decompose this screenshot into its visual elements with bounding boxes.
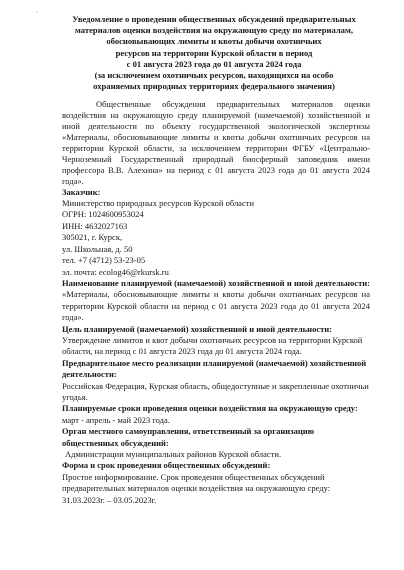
title-line: (за исключением охотничьих ресурсов, находящихся на особо: [94, 70, 334, 81]
customer-line: ул. Школьная, д. 50: [62, 243, 133, 254]
notice-title: [58, 14, 370, 92]
title-line: с 01 августа 2023 года до 01 августа 2024 года: [126, 58, 302, 69]
customer-line: тел. +7 (4712) 53-23-05: [62, 255, 146, 266]
customer-line: Министерство природных ресурсов Курской области: [62, 198, 254, 209]
title-line: обосновывающих лимиты и квоты добычи охотничьих: [106, 36, 322, 47]
activity-name-heading: Наименование планируемой (намечаемой) хозяйственной и иной деятельности:: [62, 277, 370, 288]
authority-heading: Орган местного самоуправления, ответственный за организацию общественных обсуждений:: [62, 426, 315, 448]
timeline-heading: Планируемые сроки проведения оценки воздействия на окружающую среду:: [62, 403, 358, 414]
title-line: Уведомление о проведении общественных обсуждений предварительных: [72, 14, 356, 24]
title-line: охраняемых природных территориях федерального значения): [93, 81, 335, 92]
timeline-text: март - апрель - май 2023 года.: [62, 414, 170, 425]
location-heading: Предварительное место реализации планируемой (намечаемой) хозяйственной деятельности:: [62, 357, 367, 380]
activity-name-text: «Материалы, обосновывающие лимиты и квоты добычи охотничьих ресурсов на территории Курской области на период с 01 августа 2023 года до 01 августа 2024 года».: [62, 289, 370, 323]
activity-goal-text: Утверждение лимитов и квот добычи охотничьих ресурсов на территории Курской области, на период с 01 августа 2023 года до 01 августа 2024 года.: [62, 334, 363, 357]
timeline-section: [62, 403, 370, 426]
title-line: материалов оценки воздействия на окружающую среду по материалам,: [75, 25, 353, 36]
activity-goal-heading: Цель планируемой (намечаемой) хозяйственной и иной деятельности:: [62, 323, 332, 334]
form-text: Простое информирование. Срок проведения общественных обсуждений предварительных материалов оценки воздействия на окружающую среду: 31.03.2023г. – 03.05.2023г.: [62, 471, 331, 505]
location-text: Российская Федерация, Курская область, общедоступные и закрепленные охотничьи угодья.: [62, 380, 369, 402]
activity-name-section: [62, 278, 370, 324]
customer-line: 305021, г. Курск,: [62, 232, 123, 243]
customer-block: [62, 198, 370, 278]
authority-text: Администрации муниципальных районов Курской области.: [65, 449, 282, 460]
customer-email: эл. почта: ecolog46@rkursk.ru: [62, 266, 169, 277]
title-line: ресурсов на территории Курской области в период: [115, 47, 313, 58]
customer-line: ОГРН: 1024600953024: [62, 209, 144, 220]
intro-paragraph: Общественные обсуждения предварительных материалов оценки воздействия на окружающую среду планируемой (намечаемой) хозяйственной и иной деятельности по объекту государственной экологической экспертизы «Материалы, обосновывающие лимиты и квоты добычи охотничьих ресурсов на территории Курской области, за исключением территории ФГБУ «Центрально-Черноземный Государственный природный биосферный заповедник имени профессора В.В. Алехина» на период с 01 августа 2023 года до 01 августа 2024 года».: [62, 99, 370, 186]
corner-mark: `: [36, 12, 38, 18]
customer-heading: Заказчик:: [62, 186, 101, 197]
customer-line: ИНН: 4632027163: [62, 220, 128, 231]
form-heading: Форма и срок проведения общественных обсуждений:: [62, 460, 271, 471]
